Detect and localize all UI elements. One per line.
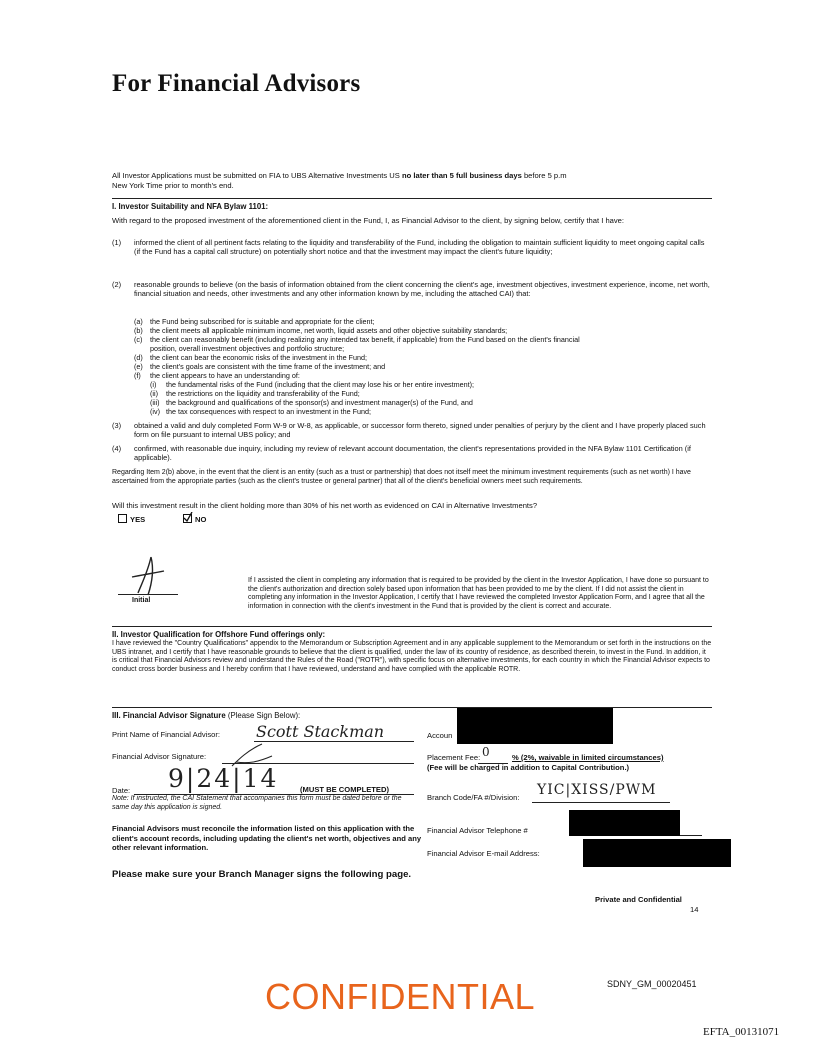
divider [112, 707, 712, 708]
initials-signature-icon [118, 553, 178, 603]
branch-code-value[interactable]: YIC|XISS/PWM [537, 782, 657, 798]
branch-manager-note: Please make sure your Branch Manager signs the following page. [112, 869, 412, 880]
subitem-key: (d) [134, 353, 143, 362]
subitem-key: (a) [134, 317, 143, 326]
subitem-text: the background and qualifications of the sponsor(s) and investment manager(s) of the Fund, and [166, 398, 473, 407]
redaction-box [583, 839, 731, 867]
section3-heading [112, 711, 300, 720]
subitem-key: (ii) [150, 389, 158, 398]
yes-checkbox[interactable] [118, 514, 127, 523]
page-number: 14 [690, 905, 699, 914]
no-label: NO [195, 515, 207, 524]
placement-fee-label: Placement Fee: [427, 753, 481, 762]
section1-heading: I. Investor Suitability and NFA Bylaw 1101: [112, 202, 269, 211]
regarding-text: Regarding Item 2(b) above, in the event that the client is an entity (such as a trust or partnership) that does not itself meet the minimum investment requirements (such as net worth) I have ascertained from the appropriate parties (such as the client's trustee or general partner) that all of the client's beneficial owners meet such requirements. [112, 469, 691, 485]
item-number: (1) [112, 238, 122, 247]
subitem-text: the restrictions on the liquidity and transferability of the Fund; [166, 389, 360, 398]
section2-text: I have reviewed the "Country Qualifications" appendix to the Memorandum or Subscription Agreement and in any applicable supplement to the Memorandum or set forth in the instructions on the UBS intranet, and I certify that I have reasonable grounds to believe that the client is qualified, under the law of its country of residence, as described therein, to invest in the Fund. In addition, it is critical that Financial Advisors review and understand the Rules of the Road ("ROTR"), with specific focus on alternative investments, for each country in which the Financial Advisor expects to conduct cross border business and I hereby confirm that I have reviewed, understand and have complied with the applicable ROTR. [112, 640, 712, 673]
cai-note: Note: If instructed, the CAI Statement that accompanies this form must be dated before or the same day this application is signed. [112, 795, 402, 811]
email-label: Financial Advisor E-mail Address: [427, 849, 540, 858]
private-confidential: Private and Confidential [595, 895, 682, 904]
subitem-key: (iii) [150, 398, 160, 407]
subitem-text: the client can bear the economic risks of the investment in the Fund; [150, 353, 367, 362]
initial-label: Initial [132, 597, 151, 604]
net-worth-question: Will this investment result in the client holding more than 30% of his net worth as evidenced on CAI in Alternative Investments? [112, 501, 538, 510]
divider [112, 626, 712, 627]
subitem-text: the client meets all applicable minimum income, net worth, liquid assets and other objective suitability standards; [150, 326, 508, 335]
confidential-stamp: CONFIDENTIAL [265, 976, 536, 1017]
assist-text: If I assisted the client in completing any information that is required to be provided by the client in the Investor Application, I have done so pursuant to the client's authorization and direction solely based upon information that has been provided to me by the client. If I did not assist the client in completing any information in the Investor Application, I certify that I have reviewed the completed Investor Application Form, and I agree that all the information in connection with the client's investment in the Fund that is provided by the client is correct and accurate. [248, 577, 709, 610]
yes-option[interactable] [118, 514, 145, 525]
item-text: informed the client of all pertinent facts relating to the liquidity and transferability of the Fund, including the obligation to maintain sufficient liquidity to meet ongoing capital calls (if the Fund has a capital call structure) on potentially short notice and that the investment may impact the client's future liquidity; [134, 238, 705, 257]
section1-lead: With regard to the proposed investment of the aforementioned client in the Fund, I, as Financial Advisor to the client, by signing below, certify that I have: [112, 216, 625, 225]
subitem-key: (i) [150, 380, 157, 389]
subitem-key: (e) [134, 362, 143, 371]
date-label: Date: [112, 786, 131, 795]
section2-heading: II. Investor Qualification for Offshore Fund offerings only: [112, 630, 326, 639]
page-title: For Financial Advisors [112, 70, 361, 97]
intro-part1: All Investor Applications must be submitted on FIA to UBS Alternative Investments US [112, 171, 400, 180]
intro-part2: before 5 p.m [523, 171, 567, 180]
print-name-label: Print Name of Financial Advisor: [112, 730, 221, 739]
intro-line2: New York Time prior to month's end. [112, 180, 234, 190]
subitem-key: (f) [134, 371, 141, 380]
placement-fee-terms: % (2%, waivable in limited circumstances) [512, 753, 664, 762]
print-name-value[interactable]: Scott Stackman [256, 722, 385, 741]
no-option[interactable] [183, 514, 206, 525]
subitem-text: the client's goals are consistent with the time frame of the investment; and [150, 362, 386, 371]
subitem-text: the client can reasonably benefit (including realizing any intended tax benefit, if applicable) from the Fund based on the client's financial [150, 335, 580, 344]
section3-title: III. Financial Advisor Signature [112, 711, 226, 720]
print-name-line [254, 741, 414, 742]
branch-code-line [532, 802, 670, 803]
item-text: confirmed, with reasonable due inquiry, including my review of relevant account documentation, the client's representations provided in the NFA Bylaw 1101 Certification (if applicable). [134, 444, 691, 463]
subitem-text: the client appears to have an understanding of: [150, 371, 300, 380]
branch-code-label: Branch Code/FA #/Division: [427, 793, 520, 802]
item-text: obtained a valid and duly completed Form W-9 or W-8, as applicable, or successor form thereto, signed under penalties of perjury by the client and I have properly placed such form on file pursuant to internal UBS policy; and [134, 421, 706, 440]
subitem-key: (b) [134, 326, 143, 335]
initial-line [118, 594, 178, 595]
divider [112, 198, 712, 199]
yes-label: YES [130, 515, 146, 524]
date-value[interactable]: 9|24|14 [168, 764, 279, 793]
reconcile-text: Financial Advisors must reconcile the information listed on this application with the client's account records, including updating the client's net worth, objectives and any other relevant information. [112, 824, 422, 853]
fee-note: (Fee will be charged in addition to Capital Contribution.) [427, 763, 630, 772]
bates-number: SDNY_GM_00020451 [607, 979, 697, 989]
item-number: (3) [112, 421, 122, 430]
telephone-label: Financial Advisor Telephone # [427, 826, 528, 835]
subitem-text: position, overall investment objectives and portfolio structure; [150, 344, 345, 353]
redaction-box [457, 708, 613, 744]
telephone-line [680, 835, 702, 836]
subitem-text: the tax consequences with respect to an investment in the Fund; [166, 407, 371, 416]
no-checkbox[interactable] [183, 514, 192, 523]
item-text: reasonable grounds to believe (on the basis of information obtained from the client concerning the client's age, investment objectives, investment experience, income, net worth, financial situation and needs, other investments and any other information known by me, including the attached CAI) that: [134, 280, 710, 299]
subitem-key: (c) [134, 335, 143, 344]
item-number: (4) [112, 444, 122, 453]
item-number: (2) [112, 280, 122, 289]
intro-bold: no later than 5 full business days [401, 171, 522, 180]
intro-text [112, 171, 712, 190]
efta-number: EFTA_00131071 [703, 1026, 780, 1038]
redaction-box [569, 810, 680, 836]
subitem-key: (iv) [150, 407, 160, 416]
must-complete-note: (MUST BE COMPLETED) [300, 785, 390, 794]
account-label: Accoun [427, 731, 453, 740]
subitem-text: the fundamental risks of the Fund (including that the client may lose his or her entire investment); [166, 380, 475, 389]
subitem-text: the Fund being subscribed for is suitable and appropriate for the client; [150, 317, 375, 326]
section3-note: (Please Sign Below): [227, 711, 301, 720]
check-mark-icon [183, 512, 193, 522]
placement-fee-value[interactable]: 0 [482, 745, 490, 759]
signature-label: Financial Advisor Signature: [112, 752, 207, 761]
